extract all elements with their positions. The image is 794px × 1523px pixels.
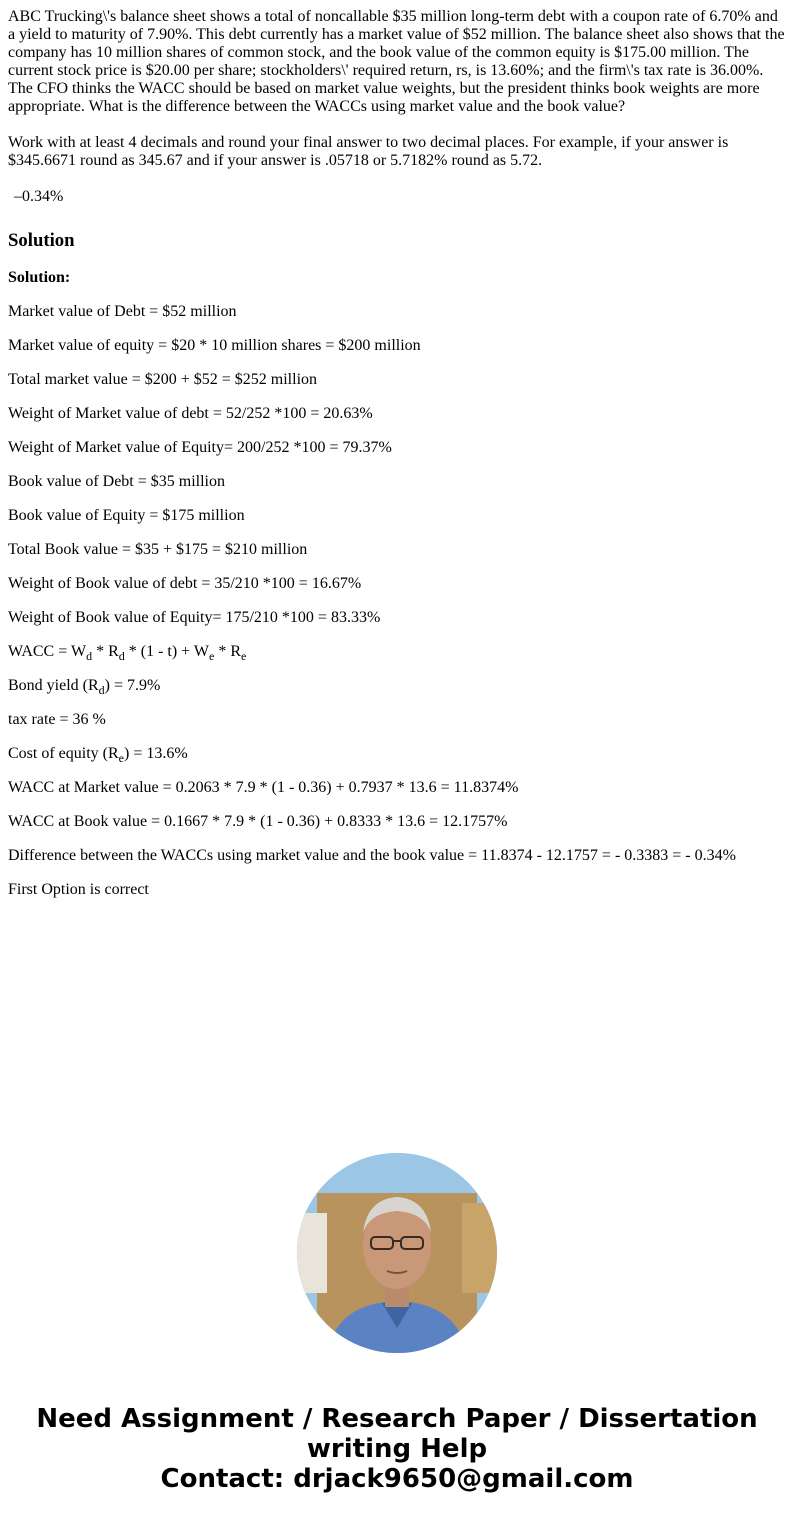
question-instructions: Work with at least 4 decimals and round your final answer to two decimal places. For example, if your answer is $345.6671 round as 345.67 and if your answer is .05718 or 5.7182% round as 5.72. — [8, 134, 729, 169]
promo-banner — [0, 1404, 794, 1494]
line-wacc-formula: WACC = $W_d * R_d * (1 - t) + W_e * R_e$ — [8, 643, 247, 663]
line-market-value-equity: Market value of equity = $20 * 10 million shares = $200 million — [8, 337, 421, 354]
promo-line-1: Need Assignment / Research Paper / Dissertation — [36, 1404, 758, 1434]
author-portrait — [297, 1153, 497, 1353]
line-book-value-equity: Book value of Equity = $175 million — [8, 507, 245, 524]
line-difference: Difference between the WACCs using market value and the book value = 11.8374 - 12.1757 = - 0.3383 = - 0.34% — [8, 847, 736, 864]
promo-contact: Contact: drjack9650@gmail.com — [160, 1464, 634, 1494]
line-bond-yield: Bond yield $(R_d) = 7.9\%$ — [8, 677, 161, 697]
line-total-book-value: Total Book value = $35 + $175 = $210 million — [8, 541, 308, 558]
line-weight-mv-debt: Weight of Market value of debt = 52/252 *100 = 20.63% — [8, 405, 373, 422]
line-wacc-market: WACC at Market value = 0.2063 * 7.9 * (1 - 0.36) + 0.7937 * 13.6 = 11.8374% — [8, 779, 519, 796]
answer-value: –0.34% — [14, 188, 64, 205]
author-avatar — [297, 1153, 497, 1353]
line-wacc-book: WACC at Book value = 0.1667 * 7.9 * (1 - 0.36) + 0.8333 * 13.6 = 12.1757% — [8, 813, 508, 830]
line-market-value-debt: Market value of Debt = $52 million — [8, 303, 237, 320]
line-tax-rate: tax rate = 36 % — [8, 711, 106, 728]
line-weight-bv-equity: Weight of Book value of Equity= 175/210 *100 = 83.33% — [8, 609, 381, 626]
line-conclusion: First Option is correct — [8, 881, 149, 898]
solution-subheading: Solution: — [8, 269, 71, 286]
solution-heading: Solution — [8, 230, 75, 251]
promo-line-2: writing Help — [306, 1434, 488, 1464]
line-cost-of-equity: Cost of equity $(R_e) = 13.6\%$ — [8, 745, 188, 765]
line-total-market-value: Total market value = $200 + $52 = $252 million — [8, 371, 318, 388]
line-book-value-debt: Book value of Debt = $35 million — [8, 473, 225, 490]
line-weight-bv-debt: Weight of Book value of debt = 35/210 *100 = 16.67% — [8, 575, 362, 592]
question-text: ABC Trucking\'s balance sheet shows a total of noncallable $35 million long-term debt with a coupon rate of 6.70% and a yield to maturity of 7.90%. This debt currently has a market value of $52 million. The balance sheet also shows that the company has 10 million shares of common stock, and the book value of the common equity is $175.00 million. The current stock price is $20.00 per share; stockholders\' required return, rs, is 13.60%; and the firm\'s tax rate is 36.00%. The CFO thinks the WACC should be based on market value weights, but the president thinks book weights are more appropriate. What is the difference between the WACCs using market value and the book value? — [8, 8, 785, 115]
document-body — [8, 8, 786, 899]
line-weight-mv-equity: Weight of Market value of Equity= 200/252 *100 = 79.37% — [8, 439, 392, 456]
